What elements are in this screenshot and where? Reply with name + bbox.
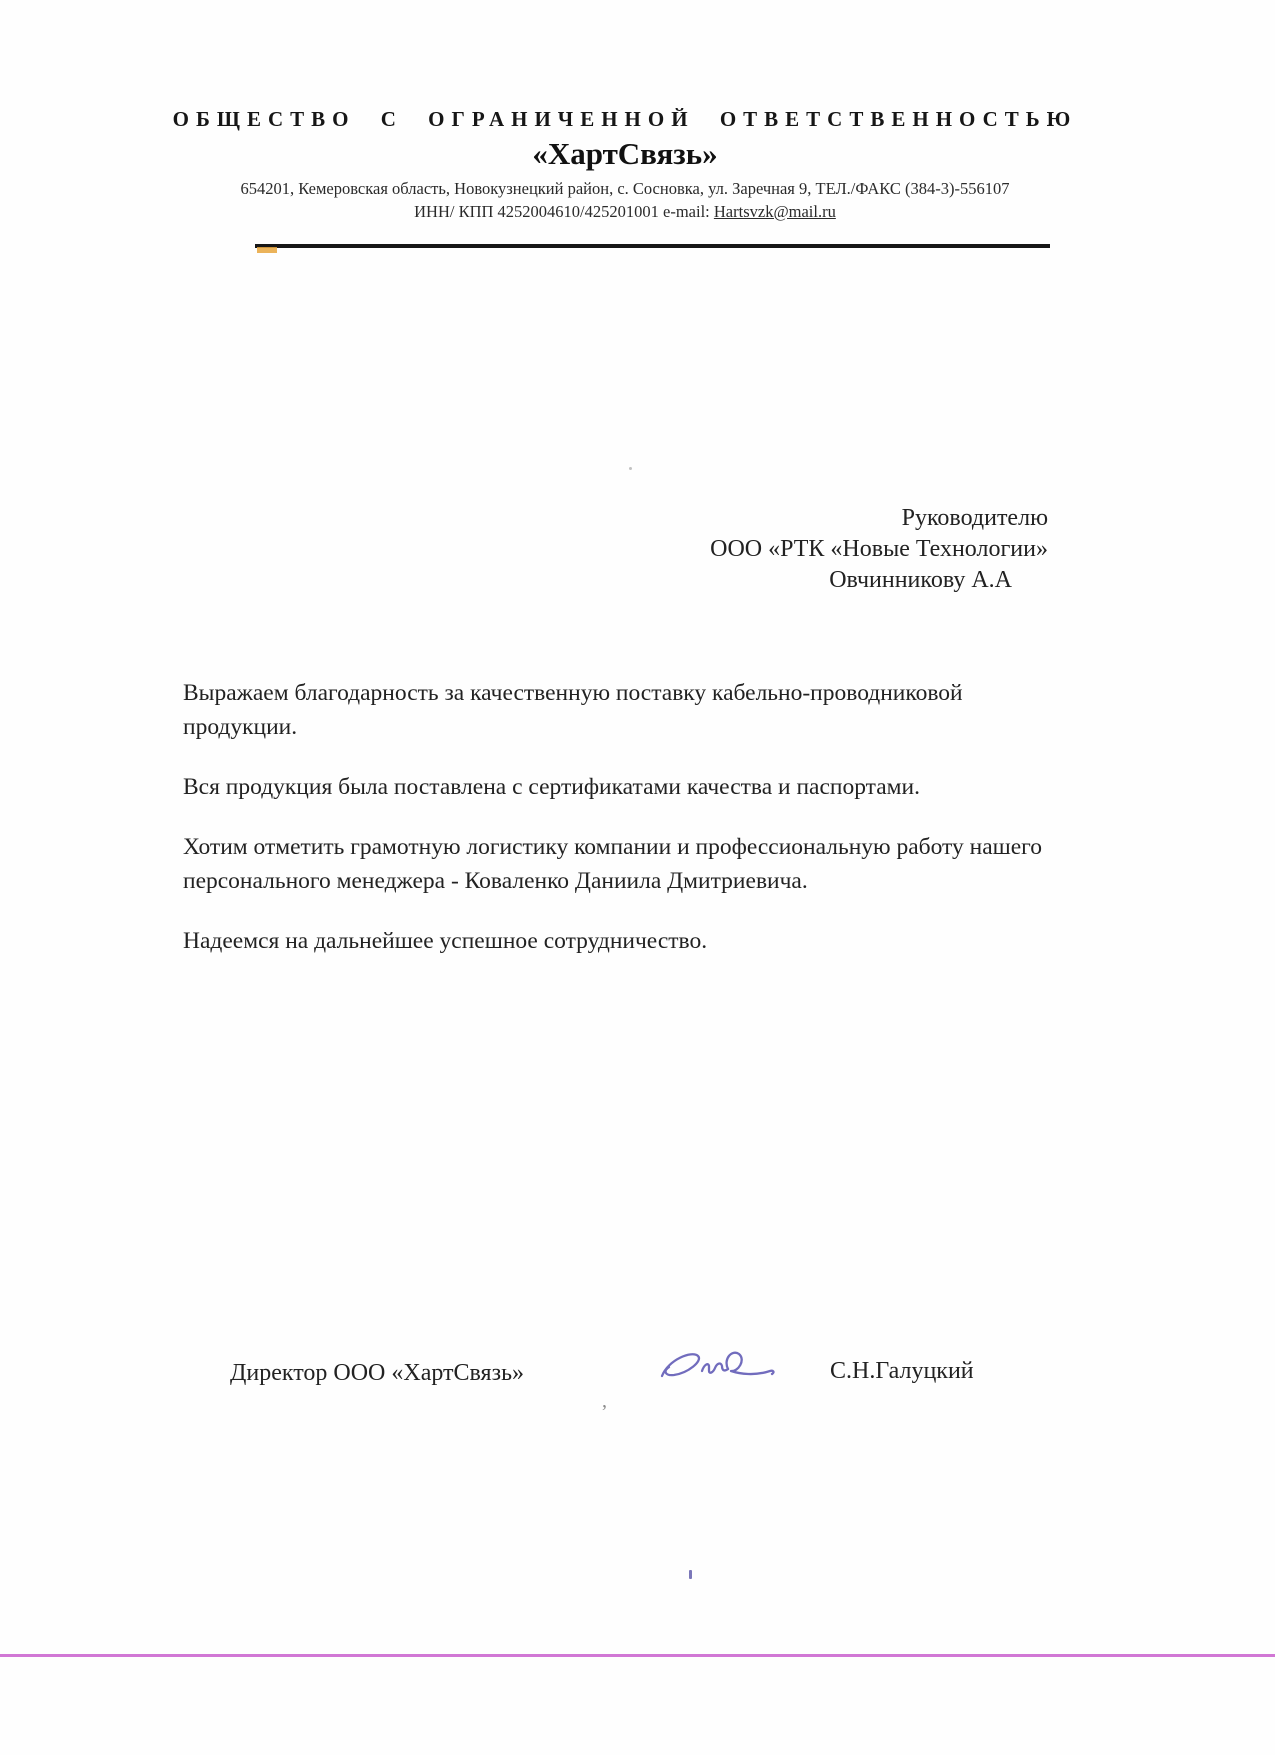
letterhead xyxy=(145,0,1105,222)
recipient-title: Руководителю xyxy=(901,505,1048,531)
paragraph-certificates: Вся продукция была поставлена с сертификатами качества и паспортами. xyxy=(183,774,920,800)
signer-name: С.Н.Галуцкий xyxy=(830,1358,974,1384)
address-line: 654201, Кемеровская область, Новокузнецкий район, с. Сосновка, ул. Заречная 9, ТЕЛ./ФАКС (384-3)-556107 xyxy=(240,179,1010,198)
scan-artifact-ink-dot xyxy=(689,1570,692,1579)
org-name: «ХартСвязь» xyxy=(532,136,718,171)
inn-email-line xyxy=(145,202,1105,222)
paragraph-gratitude: Выражаем благодарность за качественную поставку кабельно-проводниковой продукции. xyxy=(183,680,963,740)
recipient-person: Овчинникову А.А xyxy=(829,567,1012,593)
signer-position: Директор ООО «ХартСвязь» xyxy=(230,1360,525,1386)
org-type-line: ОБЩЕСТВО С ОГРАНИЧЕННОЙ ОТВЕТСТВЕННОСТЬЮ xyxy=(172,107,1078,131)
scan-artifact-orange-speck xyxy=(257,247,277,253)
inn-kpp-text: ИНН/ КПП 4252004610/425201001 e-mail: xyxy=(414,202,714,221)
letter-body xyxy=(183,676,1058,984)
scan-artifact-comma-mark: , xyxy=(602,1390,607,1412)
recipient-block xyxy=(560,503,1048,596)
scan-artifact-dot xyxy=(629,467,632,470)
letterhead-divider xyxy=(255,244,1050,248)
handwritten-signature-icon xyxy=(652,1336,780,1398)
recipient-company: ООО «РТК «Новые Технологии» xyxy=(710,536,1048,562)
email-link[interactable]: Hartsvzk@mail.ru xyxy=(713,202,836,221)
paragraph-cooperation: Надеемся на дальнейшее успешное сотрудничество. xyxy=(183,928,708,954)
scan-artifact-line xyxy=(0,1654,1275,1657)
paragraph-logistics: Хотим отметить грамотную логистику компании и профессиональную работу нашего персонального менеджера - Коваленко Даниила Дмитриевича. xyxy=(183,834,1042,894)
